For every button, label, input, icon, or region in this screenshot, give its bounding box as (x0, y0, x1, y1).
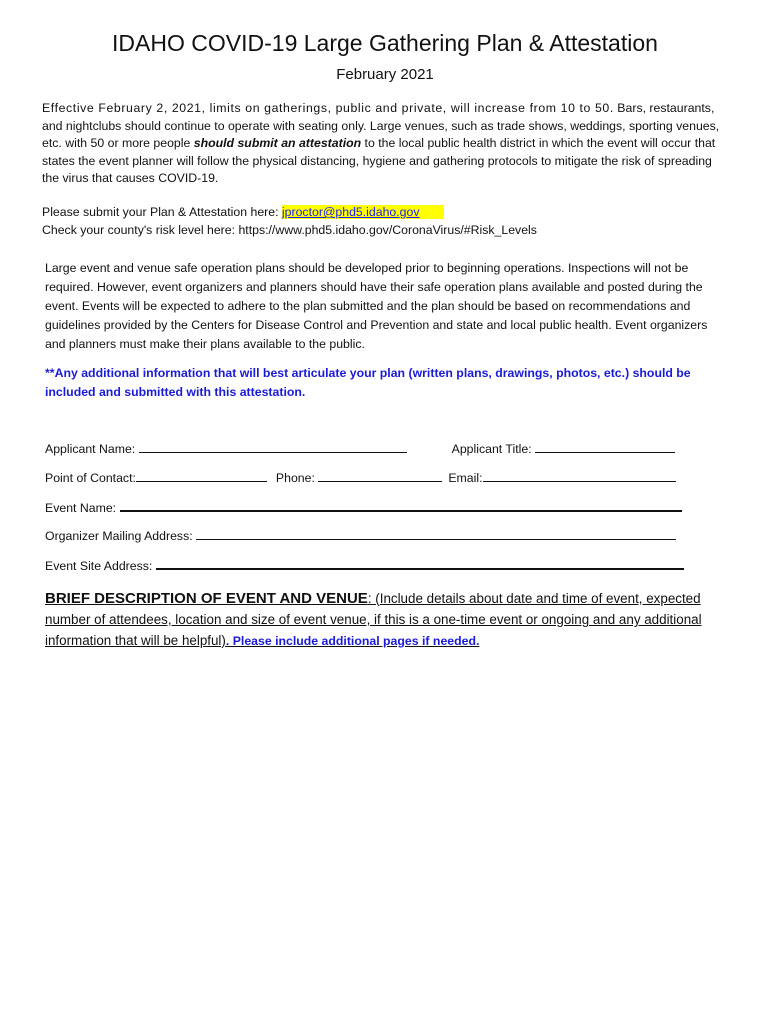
additional-info-note: **Any additional information that will best articulate your plan (written plans, drawings, photos, etc.) should be included and submitted with this attestation. (45, 366, 691, 399)
event-name-field[interactable] (120, 498, 682, 512)
brief-extra-pages: . Please include additional pages if needed. (225, 634, 480, 648)
submit-label: Please submit your Plan & Attestation here: (42, 205, 282, 219)
organizer-address-row (45, 527, 676, 543)
phone-field[interactable] (318, 469, 442, 482)
event-site-field[interactable] (156, 556, 684, 570)
operation-plans-paragraph: Large event and venue safe operation plans should be developed prior to beginning operations. Inspections will not be required. However, event organizers and planners should have their safe operation plans available and posted during the event. Events will be expected to adhere to the plan submitted and the plan should be based on recommendations and guidelines provided by the Centers for Disease Control and Prevention and state and local public health. Event organizers and planners must make their plans available to the public. (45, 261, 708, 351)
applicant-title-field[interactable] (535, 440, 675, 453)
applicant-title-label: Applicant Title: (451, 442, 536, 456)
intro-paragraph (42, 100, 732, 188)
contact-row (45, 469, 676, 485)
email-field[interactable] (483, 469, 676, 482)
intro-effective-text: Effective February 2, 2021, limits on gatherings, public and private, will increase from 10 to 50. (42, 101, 614, 115)
submit-info (42, 203, 537, 239)
intro-text-1: Bars, restaurants, and nightclubs should continue to operate with seating only. Large venues, such as trade shows, weddings, sporting venues, etc. with 50 or more people (42, 101, 720, 150)
page-title: IDAHO COVID-19 Large Gathering Plan & Attestation (112, 30, 658, 56)
brief-colon: : ( (367, 591, 380, 606)
brief-description (45, 588, 725, 652)
event-name-row (45, 498, 682, 515)
intro-emphasis: should submit an attestation (193, 136, 362, 150)
document-date: February 2021 (336, 66, 434, 83)
risk-level-line: Check your county's risk level here: https://www.phd5.idaho.gov/CoronaVirus/#Risk_Levels (42, 223, 537, 237)
point-of-contact-label: Point of Contact: (45, 471, 136, 485)
brief-details: Include details about date and time of event, expected number of attendees, location and size of event venue, if this is a one-time event or ongoing and any additional information that will be helpful) (45, 591, 702, 648)
submit-email-link[interactable]: jproctor@phd5.idaho.gov (282, 205, 444, 219)
intro-text-2: to the local public health district in which the event will occur that states the event planner will follow the physical distancing, hygiene and gathering protocols to mitigate the risk of spreading the virus that causes COVID-19. (42, 136, 716, 185)
organizer-address-field[interactable] (196, 527, 676, 540)
event-site-label: Event Site Address: (45, 559, 156, 573)
applicant-row (45, 440, 675, 456)
point-of-contact-field[interactable] (136, 469, 267, 482)
applicant-name-field[interactable] (139, 440, 407, 453)
event-name-label: Event Name: (45, 501, 120, 515)
phone-label: Phone: (275, 471, 319, 485)
submit-line (42, 203, 537, 221)
brief-heading: BRIEF DESCRIPTION OF EVENT AND VENUE (45, 590, 368, 607)
applicant-name-label: Applicant Name: (45, 442, 139, 456)
event-site-row (45, 556, 684, 573)
organizer-address-label: Organizer Mailing Address: (45, 529, 197, 543)
email-label: Email: (448, 471, 483, 485)
